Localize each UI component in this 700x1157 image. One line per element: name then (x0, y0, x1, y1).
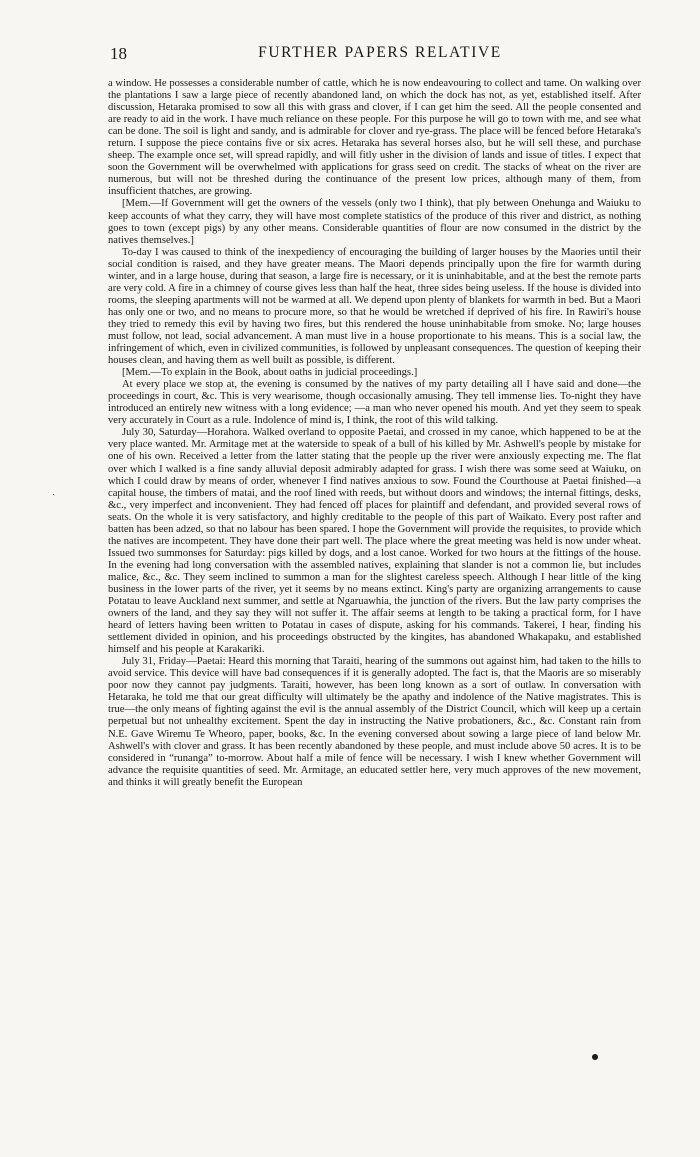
paragraph-evening-talk: At every place we stop at, the evening is consumed by the natives of my party detailing all I have said and done—the proceedings in court, &c. This is very wearisome, though occasionally amusing. They tell immense lies. To-night they have introduced an entirely new witness with a long evidence; —a man who never opened his mouth. And yet they seem to speak very accurately in Court as a rule. Indolence of mind is, I think, the root of this wild talking. (108, 379, 641, 427)
page-header (110, 44, 650, 64)
margin-mark: ˎ (52, 485, 56, 496)
ink-dot (592, 1054, 598, 1060)
body-text (108, 78, 641, 789)
paragraph-july-30: July 30, Saturday—Horahora. Walked overland to opposite Paetai, and crossed in my canoe, which happened to be at the very place wanted. Mr. Armitage met at the waterside to speak of a bull of his killed by Mr. Ashwell's people by mistake for one of his own. Received a letter from the latter stating that the people up the river were anxiously expecting me. The flat over which I walked is a fine sandy alluvial deposit admirably adapted for grass. I wish there was some seed at Waiuku, on which I could draw by means of order, whenever I find natives anxious to sow. Found the Courthouse at Paetai finished—a capital house, the timbers of matai, and the roof lined with reeds, but without doors and windows; the internal fittings, desks, &c., very imperfect and inconvenient. They had fenced off places for plaintiff and defendant, and provided several rows of seats. On the whole it is very satisfactory, and highly creditable to the people of this part of Waikato. Every post rafter and batten has been adzed, so that no labour has been spared. I hope the Government will provide the requisites, to provide which the natives are incompetent. They have done their part well. The place where the great meeting was held is now under wheat. Issued two summonses for Saturday: pigs killed by dogs, and a lost canoe. Worked for two hours at the fittings of the house. In the evening had long conversation with the assembled natives, explaining that slander is not a common lie, but includes malice, &c., &c. They seem inclined to summon a man for the slightest careless speech. Although I hear little of the king business in the lower parts of the river, yet it seems by no means extinct. King's party are organizing arrangements to cause Potatau to leave Auckland next summer, and settle at Ngaruawhia, the junction of the rivers. But the law party comprises the owners of the land, and they say they will not suffer it. The affair seems at length to be taking a practical form, for I have heard of letters having been written to Potatau in cases of dispute, asking for his commands. Takerei, I hear, finding his settlement divided in opinion, and his proceedings obstructed by the kingites, has abandoned Whakapaku, and established himself and his people at Karakariki. (108, 427, 641, 656)
paragraph-july-31: July 31, Friday—Paetai: Heard this morning that Taraiti, hearing of the summons out against him, had taken to the hills to avoid service. This device will have bad consequences if it is generally adopted. The fact is, that the Maoris are so miserably poor now they cannot pay judgments. Taraiti, however, has been long known as a sort of outlaw. In conversation with Hetaraka, he told me that our great difficulty will ultimately be the apathy and indolence of the Native magistrates. This is true—the only means of fighting against the evil is the annual assembly of the District Council, which will keep up a certain perpetual but not unhealthy excitement. Spent the day in instructing the Native probationers, &c., &c. Constant rain from N.E. Gave Wiremu Te Wheoro, paper, books, &c. In the evening conversed about sowing a large piece of land below Mr. Ashwell's with clover and grass. It has been recently abandoned by these people, and must include above 50 acres. It is to be considered in “runanga” to-morrow. About half a mile of fence will be necessary. I wish I knew whether Government will advance the requisite quantities of seed. Mr. Armitage, an educated settler here, very much approves of the new movement, and thinks it will greatly benefit the European (108, 656, 641, 788)
paragraph-hetaraka-sowing: a window. He possesses a considerable number of cattle, which he is now endeavouring to collect and tame. On walking over the plantations I saw a large piece of recently abandoned land, on which the dock has not, as yet, established itself. After discussion, Hetaraka promised to sow all this with grass and clover, if I can get him the seed. All the people consented and are ready to aid in the work. I have much reliance on these people. For this purpose he will go to town with me, and see what can be done. The soil is light and sandy, and is admirable for clover and rye-grass. The place will be fenced before Hetaraka's return. I suppose the piece contains five or six acres. Hetaraka has several horses also, but he will sell these, and purchase sheep. The example once set, will spread rapidly, and will fitly usher in the division of lands and issue of titles. I expect that soon the Government will be overwhelmed with applications for grass seed on credit. The stacks of wheat on the river are numerous, but will not be threshed during the continuance of the present low prices, although many of them, from insufficient thatches, are growing. (108, 78, 641, 198)
running-title: FURTHER PAPERS RELATIVE (258, 44, 502, 61)
paragraph-mem-oaths: [Mem.—To explain in the Book, about oaths in judicial proceedings.] (122, 367, 418, 379)
paragraph-mem-statistics: [Mem.—If Government will get the owners of the vessels (only two I think), that ply between Onehunga and Waiuku to keep accounts of what they carry, they will have most complete statistics of the produce of this river and district, as nothing goes to town (except pigs) by any other means. Considerable quantities of flour are now consumed in the district by the natives themselves.] (108, 198, 641, 246)
page-number: 18 (110, 44, 127, 63)
paragraph-larger-houses: To-day I was caused to think of the inexpediency of encouraging the building of larger houses by the Maories until their social condition is raised, and they have greater means. The Maori depends principally upon the fire for warmth during winter, and in a large house, during that season, a large fire is necessary, or it is uninhabitable, and at the best the remote parts are very cold. A fire in a chimney of course gives less than half the heat, three sides being useless. If the house is divided into rooms, the sleeping apartments will not be warmed at all. We depend upon plenty of blankets for warmth in bed. But a Maori has only one or two, and no means to procure more, so that he would be wretched if deprived of his fire. In Rawiri's house they tried to remedy this evil by having two fires, but this rendered the house uninhabitable from smoke. No; large houses must follow, not lead, social advancement. A man must live in a house proportionate to his means. This is a social law, the infringement of which, even in civilized communities, is followed by unpleasant consequences. The question of keeping their houses clean, and having them as well built as possible, is different. (108, 246, 641, 367)
